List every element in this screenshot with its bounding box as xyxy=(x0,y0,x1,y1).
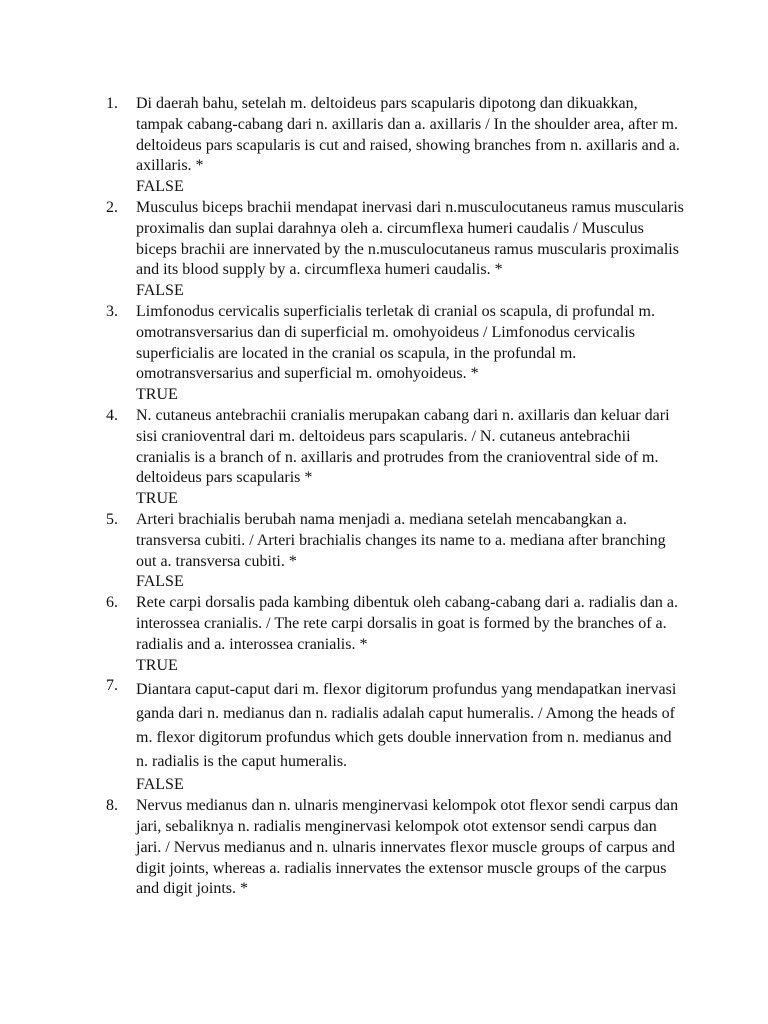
question-item-5 xyxy=(106,510,686,593)
question-item-7 xyxy=(106,676,686,796)
question-text: N. cutaneus antebrachii cranialis merupakan cabang dari n. axillaris dan keluar dari sisi cranioventral dari m. deltoideus pars scapularis. / N. cutaneus antebrachii cranialis is a branch of n. axillaris and protrudes from the cranioventral side of m. deltoideus pars scapularis * xyxy=(136,406,670,487)
question-list xyxy=(106,94,686,900)
question-number: 2. xyxy=(106,198,118,216)
question-number: 6. xyxy=(106,594,118,612)
question-answer: FALSE xyxy=(136,282,184,300)
question-item-2 xyxy=(106,198,686,302)
question-item-4 xyxy=(106,406,686,510)
question-answer: FALSE xyxy=(136,776,184,794)
question-item-3 xyxy=(106,302,686,406)
question-text: Rete carpi dorsalis pada kambing dibentuk oleh cabang-cabang dari a. radialis dan a. interossea cranialis. / The rete carpi dorsalis in goat is formed by the branches of a. radialis and a. interossea cranialis. * xyxy=(136,594,679,653)
question-number: 8. xyxy=(106,797,118,815)
question-answer: TRUE xyxy=(136,490,178,508)
question-number: 7. xyxy=(106,677,118,695)
question-number: 5. xyxy=(106,510,118,528)
question-text: Di daerah bahu, setelah m. deltoideus pars scapularis dipotong dan dikuakkan, tampak cabang-cabang dari n. axillaris dan a. axillaris / In the shoulder area, after m. deltoideus pars scapularis is cut and raised, showing branches from n. axillaris and a. axillaris. * xyxy=(136,95,680,175)
question-number: 4. xyxy=(106,406,118,424)
question-answer: FALSE xyxy=(136,178,184,196)
question-text: Diantara caput-caput dari m. flexor digitorum profundus yang mendapatkan inervasi ganda dari n. medianus dan n. radialis adalah caput humeralis. / Among the heads of m. flexor digitorum profundus which gets double innervation from n. medianus and n. radialis is the caput humeralis. xyxy=(136,681,677,771)
question-text: Arteri brachialis berubah nama menjadi a. mediana setelah mencabangkan a. transversa cubiti. / Arteri brachialis changes its name to a. mediana after branching out a. transversa cubiti. * xyxy=(136,510,666,570)
question-text: Nervus medianus dan n. ulnaris menginervasi kelompok otot flexor sendi carpus dan jari, sebaliknya n. radialis menginervasi kelompok otot extensor sendi carpus dan jari. / Nervus medianus and n. ulnaris innervates flexor muscle groups of carpus and digit joints, whereas a. radialis innervates the extensor muscle groups of the carpus and digit joints. * xyxy=(136,797,679,898)
question-text: Musculus biceps brachii mendapat inervasi dari n.musculocutaneus ramus muscularis proximalis dan suplai darahnya oleh a. circumflexa humeri caudalis / Musculus biceps brachii are innervated by the n.musculocutaneus ramus muscularis proximalis and its blood supply by a. circumflexa humeri caudalis. * xyxy=(136,198,684,279)
question-answer: TRUE xyxy=(136,386,178,404)
question-item-8 xyxy=(106,796,686,900)
question-number: 1. xyxy=(106,95,118,112)
question-answer: FALSE xyxy=(136,573,184,591)
question-item-1 xyxy=(106,94,686,198)
question-answer: TRUE xyxy=(136,656,178,674)
question-item-6 xyxy=(106,593,686,676)
question-text: Limfonodus cervicalis superficialis terletak di cranial os scapula, di profundal m. omotransversarius dan di superficial m. omohyoideus / Limfonodus cervicalis superficialis are located in the cranial os scapula, in the profundal m. omotransversarius and superficial m. omohyoideus. * xyxy=(136,302,655,383)
question-number: 3. xyxy=(106,302,118,320)
